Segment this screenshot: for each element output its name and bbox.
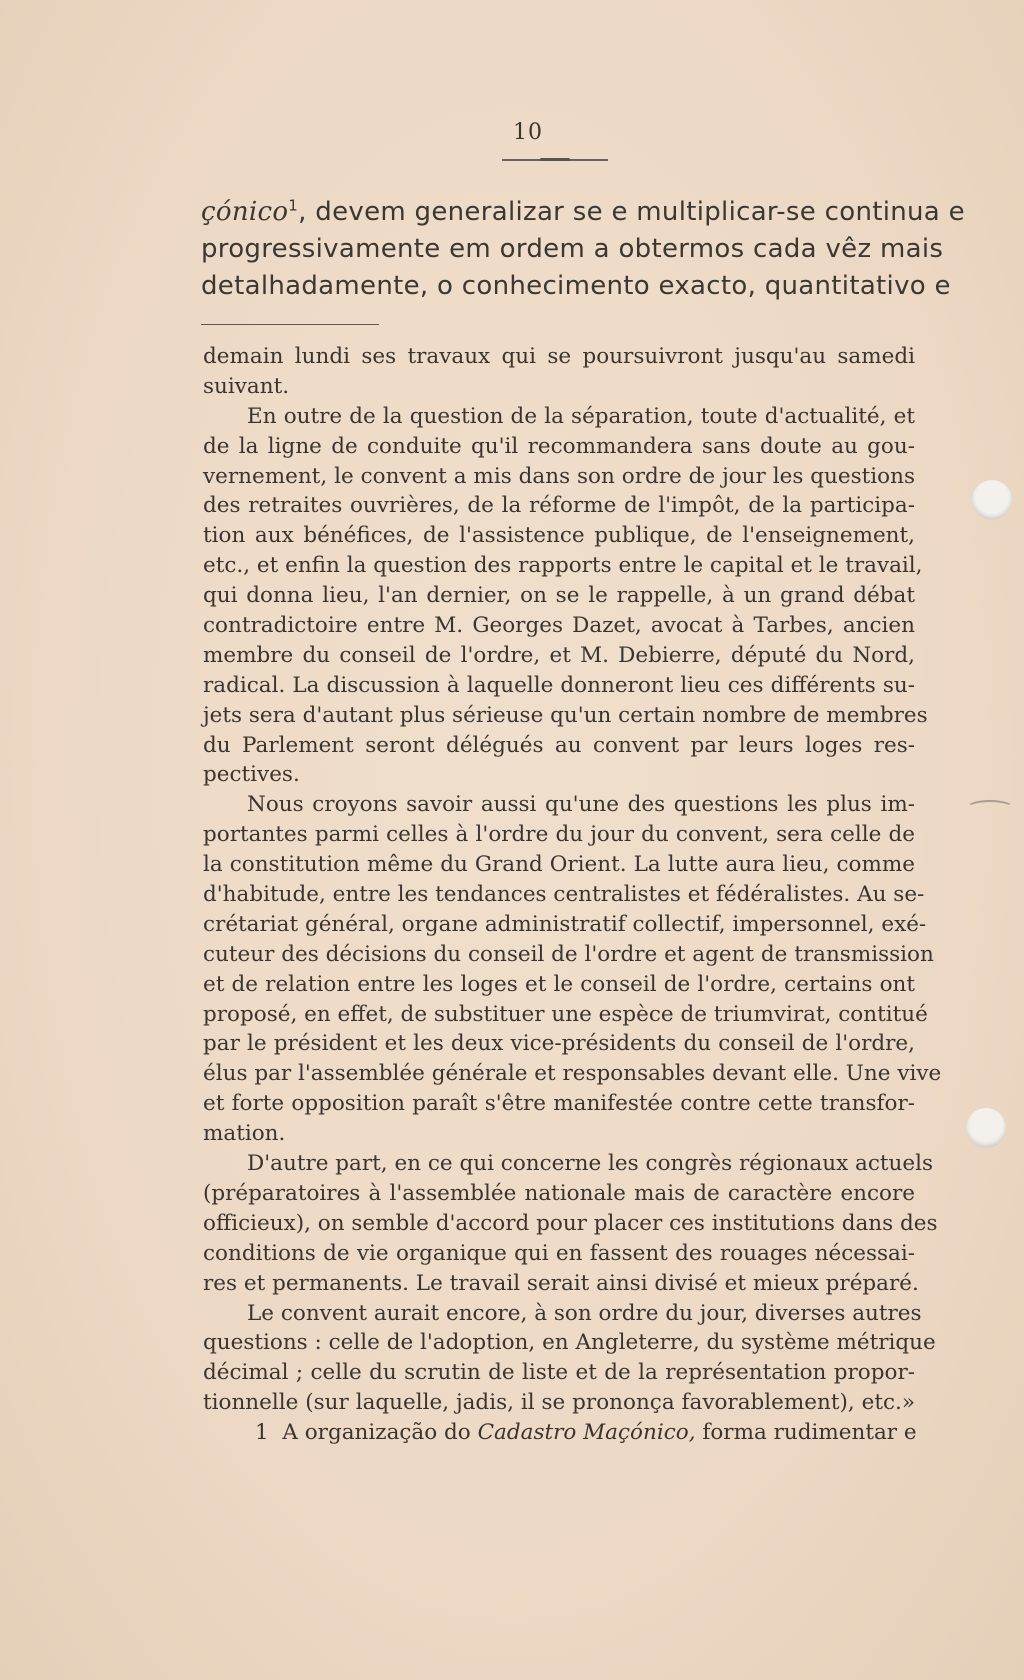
french-line: radical. La discussion à laquelle donneront lieu ces différents su- xyxy=(203,672,915,698)
french-line: proposé, en effet, de substituer une espèce de triumvirat, contitué xyxy=(203,1001,928,1027)
page-number xyxy=(0,120,1024,145)
french-line: mation. xyxy=(203,1121,286,1147)
french-line: et forte opposition paraît s'être manifestée contre cette transfor- xyxy=(203,1091,915,1117)
footnote-reference: 1 xyxy=(288,196,299,215)
portuguese-line-2: progressivamente em ordem a obtermos cada vêz mais xyxy=(201,234,944,264)
header-rule xyxy=(502,159,608,161)
french-line: crétariat général, organe administratif collectif, impersonnel, exé- xyxy=(203,911,927,937)
french-line: vernement, le convent a mis dans son ordre de jour les questions xyxy=(203,463,915,489)
french-line: res et permanents. Le travail serait ainsi divisé et mieux préparé. xyxy=(203,1270,919,1296)
french-line: tionnelle (sur laquelle, jadis, il se prononça favorablement), etc.» xyxy=(203,1390,915,1416)
footnote-text-italic: Cadastro Maçónico, xyxy=(477,1420,696,1446)
french-line: de la ligne de conduite qu'il recommandera sans doute au gou- xyxy=(203,433,915,459)
punch-hole-bottom xyxy=(966,1108,1006,1148)
french-line: Le convent aurait encore, à son ordre du jour, diverses autres xyxy=(247,1300,922,1326)
portuguese-lead-italic: çónico xyxy=(201,197,289,227)
french-line: En outre de la question de la séparation, toute d'actualité, et xyxy=(247,403,915,429)
fold-mark xyxy=(966,800,1014,816)
footnote-marker: 1 xyxy=(255,1420,269,1446)
french-line: questions : celle de l'adoption, en Angleterre, du système métrique xyxy=(203,1330,936,1356)
french-line: suivant. xyxy=(203,373,290,399)
footnote-text-before: A organização do xyxy=(282,1420,471,1446)
french-line: Nous croyons savoir aussi qu'une des questions les plus im- xyxy=(247,792,915,818)
footnote-line xyxy=(203,1418,915,1448)
portuguese-line-1: çónico$^1$, devem generalizar se e multiplicar-se continua e xyxy=(201,196,965,227)
french-quote-block xyxy=(203,342,942,1448)
french-line: par le président et les deux vice-présidents du conseil de l'ordre, xyxy=(203,1031,915,1057)
french-line: jets sera d'autant plus sérieuse qu'un certain nombre de membres xyxy=(203,702,928,728)
french-line: pectives. xyxy=(203,762,300,788)
portuguese-line-3: detalhadamente, o conhecimento exacto, quantitativo e xyxy=(201,271,951,301)
french-line: etc., et enfin la question des rapports entre le capital et le travail, xyxy=(203,553,923,579)
french-line: tion aux bénéfices, de l'assistence publique, de l'enseignement, xyxy=(203,523,915,549)
punch-hole-top xyxy=(972,480,1012,520)
portuguese-text-block xyxy=(201,194,965,305)
french-line: et de relation entre les loges et le conseil de l'ordre, certains ont xyxy=(203,971,915,997)
french-line: des retraites ouvrières, de la réforme de l'impôt, de la participa- xyxy=(203,493,915,519)
footnote-separator-rule xyxy=(201,324,379,325)
french-line: la constitution même du Grand Orient. La lutte aura lieu, comme xyxy=(203,852,915,878)
french-line: D'autre part, en ce qui concerne les congrès régionaux actuels xyxy=(247,1151,934,1177)
french-line: membre du conseil de l'ordre, et M. Debierre, député du Nord, xyxy=(203,642,915,668)
french-line: conditions de vie organique qui en fassent des rouages nécessai- xyxy=(203,1240,915,1266)
french-line: qui donna lieu, l'an dernier, on se le rappelle, à un grand débat xyxy=(203,583,915,609)
french-line: contradictoire entre M. Georges Dazet, avocat à Tarbes, ancien xyxy=(203,613,915,639)
footnote-text-after: forma rudimentar e xyxy=(702,1420,917,1446)
french-line: portantes parmi celles à l'ordre du jour du convent, sera celle de xyxy=(203,822,915,848)
french-line: décimal ; celle du scrutin de liste et de la représentation propor- xyxy=(203,1360,915,1386)
french-line: (préparatoires à l'assemblée nationale mais de caractère encore xyxy=(203,1180,915,1206)
french-line: demain lundi ses travaux qui se poursuivront jusqu'au samedi xyxy=(203,344,915,369)
french-line: élus par l'assemblée générale et responsables devant elle. Une vive xyxy=(203,1061,942,1087)
french-line: cuteur des décisions du conseil de l'ordre et agent de transmission xyxy=(203,941,934,967)
page-number-text: 10 xyxy=(513,120,543,145)
french-line: d'habitude, entre les tendances centralistes et fédéralistes. Au se- xyxy=(203,882,925,908)
portuguese-line-1-text: devem generalizar se e multiplicar-se continua e xyxy=(315,197,965,227)
french-line: officieux), on semble d'accord pour placer ces institutions dans des xyxy=(203,1210,938,1236)
french-line: du Parlement seront délégués au convent par leurs loges res- xyxy=(203,732,915,758)
